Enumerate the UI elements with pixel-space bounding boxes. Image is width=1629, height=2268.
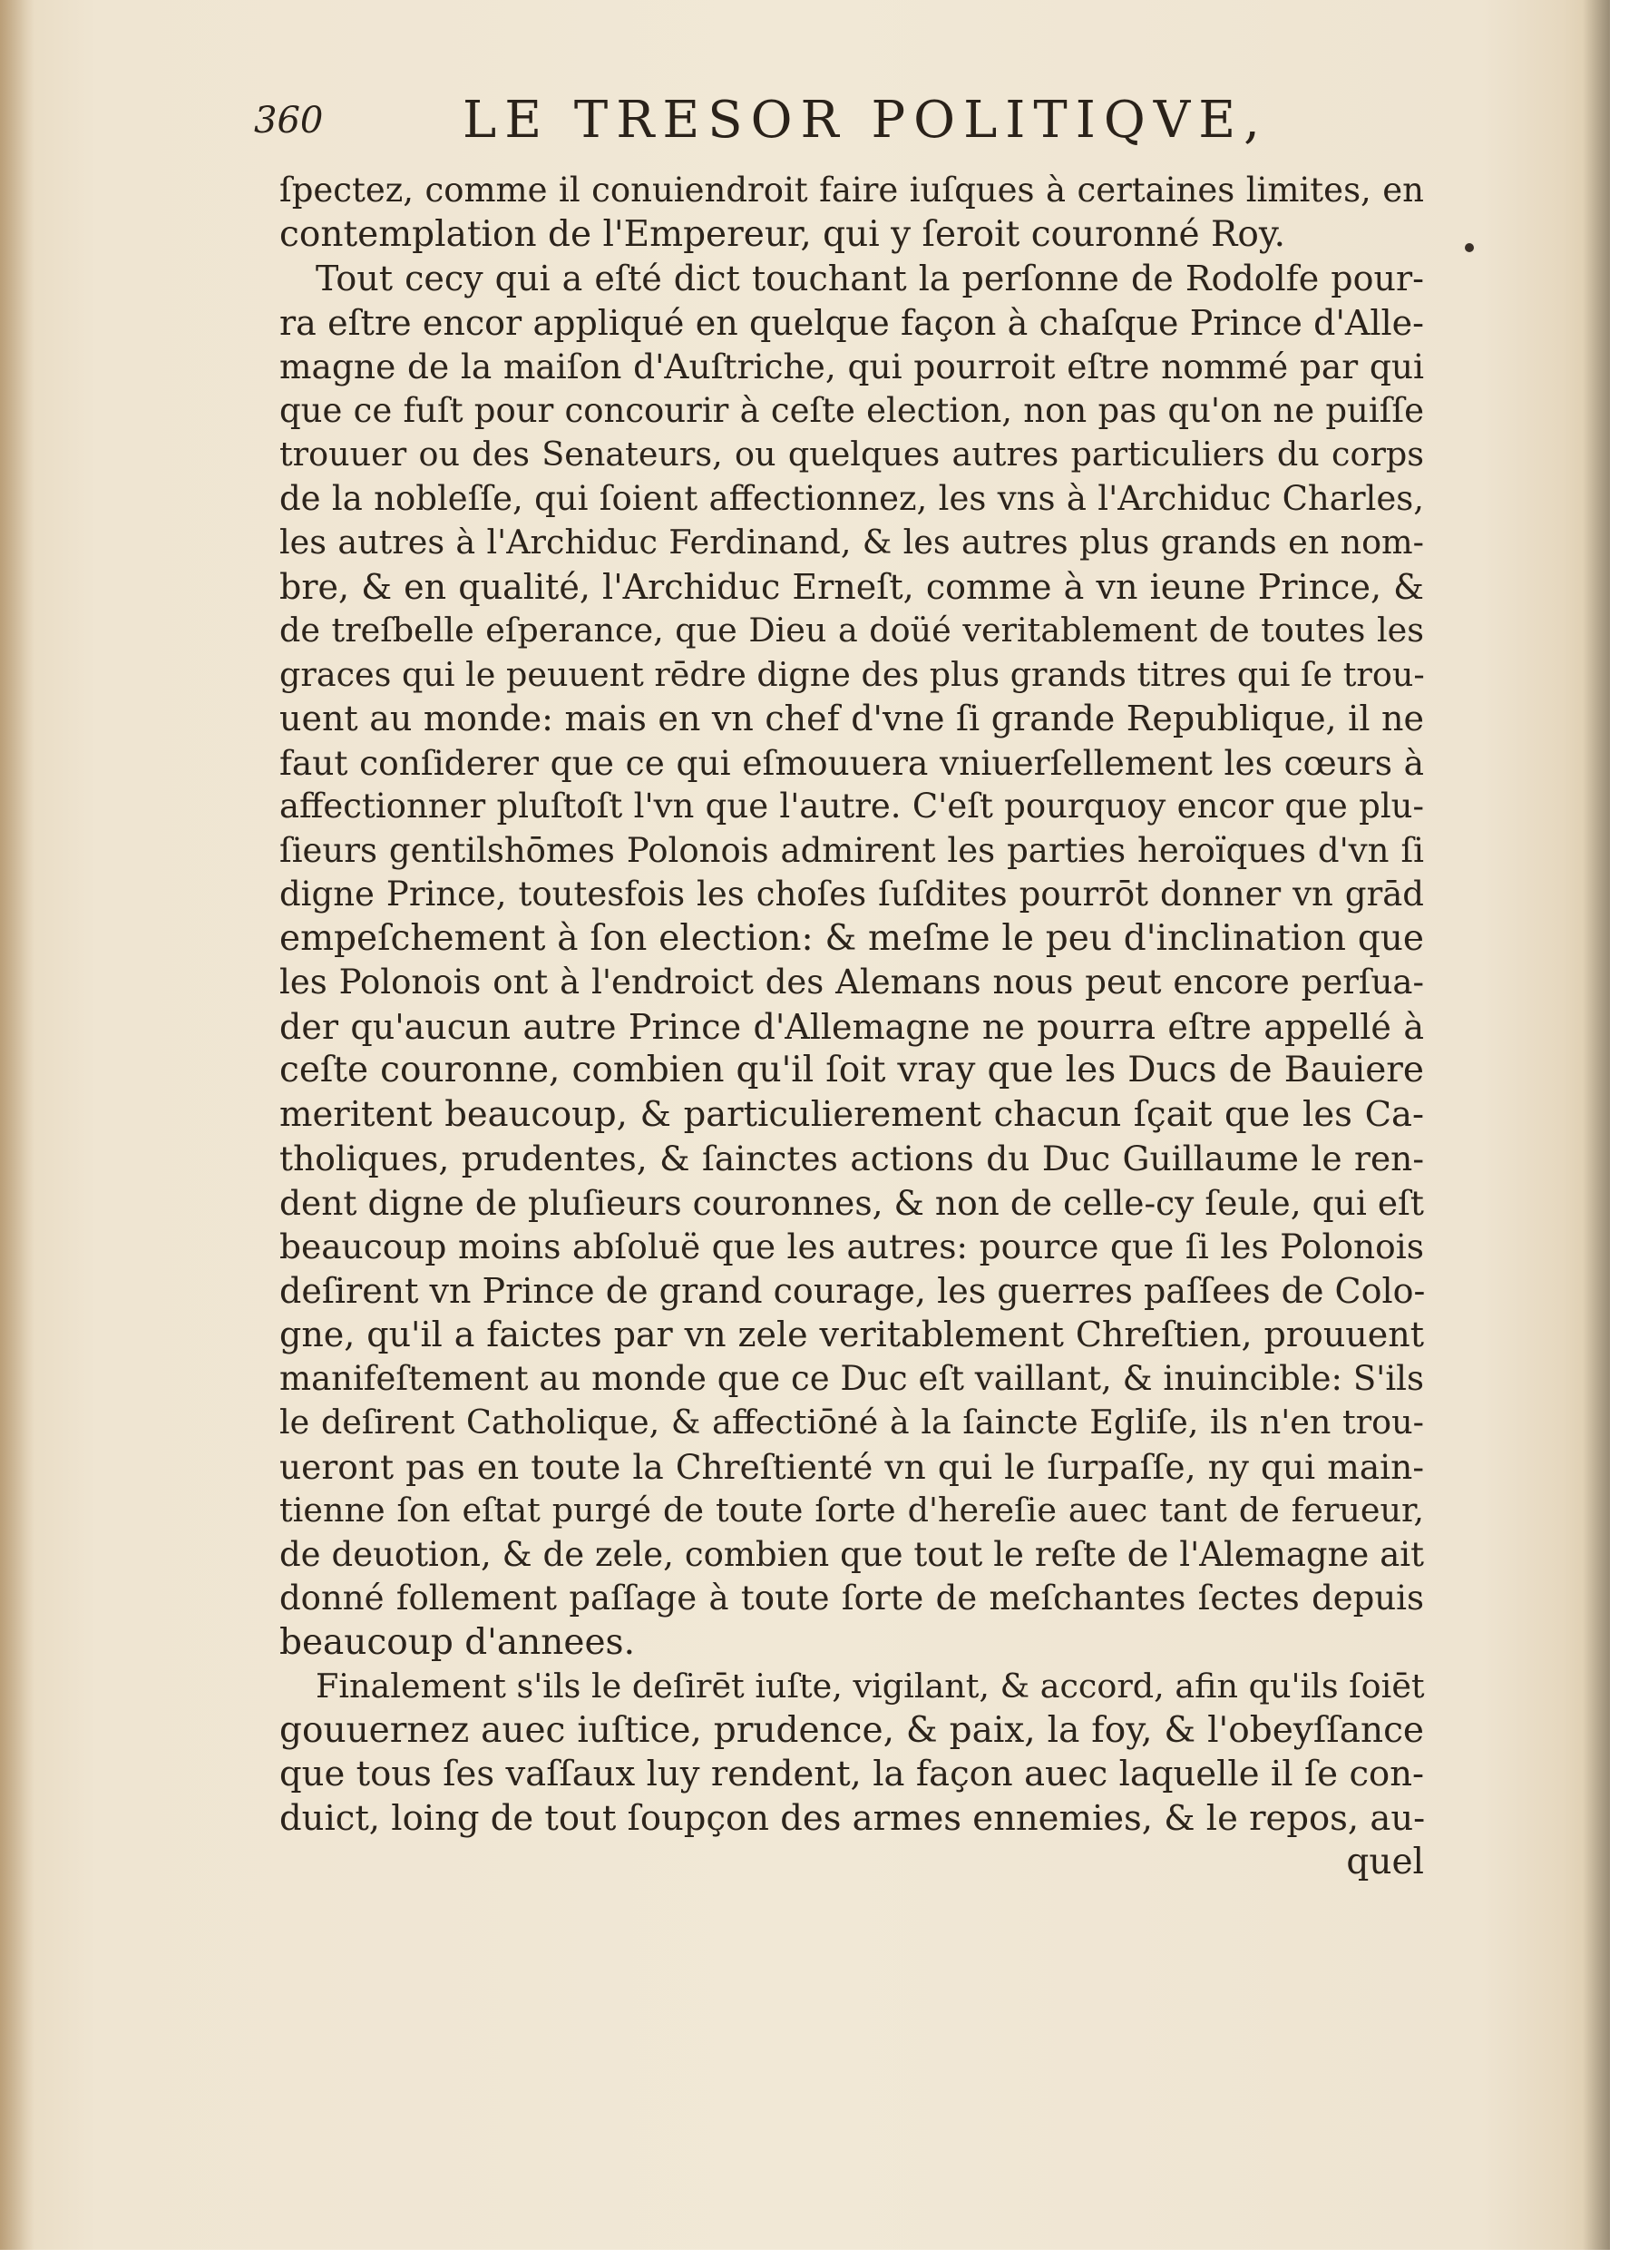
text-line: der qu'aucun autre Prince d'Allemagne ne pourra eſtre appellé à — [279, 1006, 1424, 1047]
text-line: gne, qu'il a faictes par vn zele veritablement Chreſtien, prouuent — [279, 1315, 1424, 1354]
text-line: de treſbelle eſperance, que Dieu a doüé veritablement de toutes les — [279, 611, 1424, 650]
page-number: 360 — [254, 100, 324, 142]
text-line: contemplation de l'Empereur, qui y ſeroit couronné Roy. — [279, 213, 1286, 255]
text-line: graces qui le peuuent rēdre digne des plus grands titres qui ſe trou- — [279, 654, 1425, 694]
text-line: magne de la maiſon d'Auſtriche, qui pourroit eſtre nommé par qui — [279, 347, 1424, 386]
text-line: donné follement paſſage à toute ſorte de meſchantes ſectes depuis — [279, 1579, 1424, 1618]
text-line: de la nobleſſe, qui ſoient affectionnez, les vns à l'Archiduc Charles, — [279, 478, 1424, 518]
text-line: tholiques, prudentes, & ſainctes actions du Duc Guillaume le ren- — [279, 1139, 1424, 1178]
ink-speck — [1465, 243, 1474, 252]
text-line: digne Prince, toutesfois les choſes ſuſdites pourrōt donner vn grād — [279, 875, 1424, 914]
text-line: empeſchement à ſon election: & meſme le peu d'inclination que — [279, 917, 1424, 959]
text-line: ſpectez, comme il conuiendroit faire iuſques à certaines limites, en — [279, 171, 1424, 210]
text-line: beaucoup d'annees. — [279, 1621, 635, 1663]
text-line: faut conſiderer que ce qui eſmouuera vniuerſellement les cœurs à — [279, 742, 1424, 783]
text-line: le deſirent Catholique, & affectiōné à la ſaincte Egliſe, ils n'en trou- — [279, 1403, 1424, 1442]
text-line: ueront pas en toute la Chreſtienté vn qui le ſurpaſſe, ny qui main- — [279, 1446, 1424, 1487]
text-line: les autres à l'Archiduc Ferdinand, & les autres plus grands en nom- — [279, 523, 1424, 562]
running-title: LE TRESOR POLITIQVE, — [463, 91, 1268, 150]
text-line: dent digne de pluſieurs couronnes, & non de celle-cy ſeule, qui eſt — [279, 1182, 1424, 1223]
text-line: deſirent vn Prince de grand courage, les guerres paſſees de Colo- — [279, 1270, 1426, 1311]
text-line: bre, & en qualité, l'Archiduc Erneſt, comme à vn ieune Prince, & — [279, 566, 1424, 607]
text-line: que ce fuſt pour concourir à ceſte election, non pas qu'on ne puiſſe — [279, 390, 1424, 430]
text-line: tienne ſon eſtat purgé de toute ſorte d'hereſie auec tant de ferueur, — [279, 1491, 1424, 1530]
text-line: ra eſtre encor appliqué en quelque façon à chaſque Prince d'Alle- — [279, 302, 1424, 343]
text-line: ceſte couronne, combien qu'il ſoit vray que les Ducs de Bauiere — [279, 1050, 1424, 1090]
text-line: beaucoup moins abſoluë que les autres: pource que ſi les Polonois — [279, 1227, 1424, 1266]
text-line: de deuotion, & de zele, combien que tout le reſte de l'Alemagne ait — [279, 1534, 1424, 1574]
text-line: gouuernez auec iuſtice, prudence, & paix, la foy, & l'obeyſſance — [279, 1709, 1424, 1751]
catchword: quel — [1346, 1842, 1424, 1882]
text-line: les Polonois ont à l'endroict des Alemans nous peut encore perſua- — [279, 963, 1424, 1002]
text-line: meritent beaucoup, & particulierement chacun ſçait que les Ca- — [279, 1093, 1424, 1135]
paragraph-start-line: Tout cecy qui a eſté dict touchant la perſonne de Rodolfe pour- — [316, 259, 1424, 298]
text-line: ſieurs gentilshōmes Polonois admirent les parties heroïques d'vn ſi — [279, 830, 1424, 870]
body-text — [279, 169, 1424, 1885]
text-line: trouuer ou des Senateurs, ou quelques autres particuliers du corps — [279, 435, 1424, 474]
text-line: manifeſtement au monde que ce Duc eſt vaillant, & inuincible: S'ils — [279, 1358, 1424, 1398]
paragraph-start-line: Finalement s'ils le deſirēt iuſte, vigilant, & accord, afin qu'ils ſoiēt — [316, 1667, 1425, 1706]
text-line: affectionner pluſtoſt l'vn que l'autre. C'eſt pourquoy encor que plu- — [279, 787, 1424, 826]
page-header — [254, 91, 1424, 163]
text-line: uent au monde: mais en vn chef d'vne ſi grande Republique, il ne — [279, 699, 1424, 738]
text-line: duict, loing de tout ſoupçon des armes ennemies, & le repos, au- — [279, 1797, 1426, 1839]
text-line: que tous ſes vaſſaux luy rendent, la façon auec laquelle il ſe con- — [279, 1754, 1424, 1794]
